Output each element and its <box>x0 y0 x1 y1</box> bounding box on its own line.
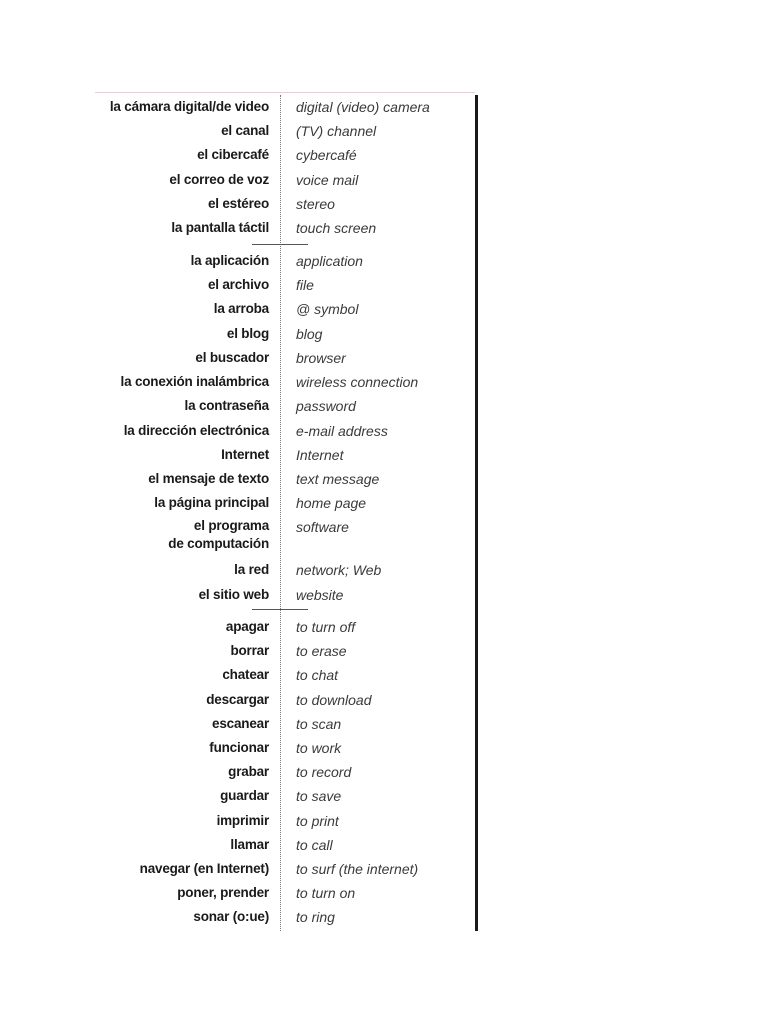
english-gloss: e-mail address <box>296 423 388 439</box>
spanish-term: la aplicación <box>190 253 269 268</box>
vocab-entry <box>95 145 475 169</box>
group-separator <box>252 609 308 610</box>
vocab-entry <box>95 907 475 931</box>
vocab-entry <box>95 641 475 665</box>
english-gloss: to call <box>296 837 333 853</box>
vocab-entry <box>95 493 475 517</box>
spanish-term: el canal <box>221 123 269 138</box>
spanish-term: Internet <box>221 447 269 462</box>
spanish-term: poner, prender <box>177 885 269 900</box>
english-gloss: to save <box>296 788 342 804</box>
english-gloss: file <box>296 277 314 293</box>
english-gloss: browser <box>296 350 346 366</box>
spanish-term: la cámara digital/de video <box>109 99 269 114</box>
english-gloss: blog <box>296 326 323 342</box>
spanish-term: la contraseña <box>184 398 269 413</box>
spanish-term: la pantalla táctil <box>171 220 269 235</box>
vocab-entry <box>95 738 475 762</box>
english-gloss: cybercafé <box>296 147 357 163</box>
vocab-entry <box>95 469 475 493</box>
spanish-term: el mensaje de texto <box>148 471 269 486</box>
english-gloss: digital (video) camera <box>296 99 430 115</box>
spanish-term-line: de computación <box>168 536 269 551</box>
spanish-term: la página principal <box>154 495 269 510</box>
english-gloss: @ symbol <box>296 301 359 317</box>
english-gloss: to turn off <box>296 619 356 635</box>
vocab-entry <box>95 617 475 641</box>
vocab-entry <box>95 251 475 275</box>
spanish-term: grabar <box>228 764 269 779</box>
vocab-entry <box>95 859 475 883</box>
spanish-term: el sitio web <box>198 587 269 602</box>
vocab-entry <box>95 665 475 689</box>
vocab-entry <box>95 218 475 242</box>
vocab-entry <box>95 690 475 714</box>
spanish-term <box>168 517 269 553</box>
vocab-entry <box>95 396 475 420</box>
vocab-entry <box>95 585 475 609</box>
spanish-term: el blog <box>226 326 269 341</box>
english-gloss: touch screen <box>296 220 377 236</box>
english-gloss: to scan <box>296 716 342 732</box>
english-gloss: home page <box>296 495 367 511</box>
spanish-term: la conexión inalámbrica <box>120 374 269 389</box>
vocab-entry <box>95 275 475 299</box>
right-border <box>475 95 478 931</box>
vocabulary-list <box>95 95 478 931</box>
spanish-term: la dirección electrónica <box>123 423 269 438</box>
vocab-entry <box>95 194 475 218</box>
vocab-entry <box>95 811 475 835</box>
spanish-term: la red <box>234 562 269 577</box>
vocab-entry <box>95 560 475 584</box>
english-gloss: to erase <box>296 643 347 659</box>
vocab-entry <box>95 835 475 859</box>
spanish-term: llamar <box>230 837 269 852</box>
english-gloss: software <box>296 519 349 535</box>
english-gloss: to download <box>296 692 372 708</box>
group-separator <box>252 244 308 245</box>
english-gloss: to surf (the internet) <box>296 861 419 877</box>
vocab-entry <box>95 348 475 372</box>
english-gloss: to work <box>296 740 342 756</box>
vocab-entry <box>95 372 475 396</box>
spanish-term: funcionar <box>209 740 269 755</box>
vocab-entry <box>95 762 475 786</box>
spanish-term: el cibercafé <box>197 147 269 162</box>
vocab-entry <box>95 121 475 145</box>
spanish-term: borrar <box>230 643 269 658</box>
vocab-entry <box>95 883 475 907</box>
english-gloss: to turn on <box>296 885 356 901</box>
english-gloss: to chat <box>296 667 339 683</box>
english-gloss: to ring <box>296 909 335 925</box>
vocab-entry <box>95 421 475 445</box>
spanish-term: imprimir <box>216 813 269 828</box>
english-gloss: stereo <box>296 196 335 212</box>
english-gloss: password <box>296 398 356 414</box>
english-gloss: network; Web <box>296 562 382 578</box>
spanish-term: el estéreo <box>207 196 269 211</box>
vocab-entry <box>95 97 475 121</box>
english-gloss: application <box>296 253 363 269</box>
english-gloss: text message <box>296 471 380 487</box>
vocab-entry <box>95 170 475 194</box>
spanish-term-line: el programa <box>193 518 269 533</box>
english-gloss: (TV) channel <box>296 123 377 139</box>
english-gloss: to print <box>296 813 339 829</box>
spanish-term: escanear <box>212 716 269 731</box>
vocab-entry <box>95 324 475 348</box>
spanish-term: guardar <box>220 788 269 803</box>
spanish-term: navegar (en Internet) <box>139 861 269 876</box>
spanish-term: el correo de voz <box>169 172 269 187</box>
english-gloss: Internet <box>296 447 344 463</box>
vocab-entry <box>95 714 475 738</box>
spanish-term: chatear <box>222 667 269 682</box>
top-rule <box>95 92 475 93</box>
spanish-term: el archivo <box>207 277 269 292</box>
vocab-entry <box>95 786 475 810</box>
vocab-entry <box>95 299 475 323</box>
spanish-term: la arroba <box>213 301 269 316</box>
english-gloss: wireless connection <box>296 374 419 390</box>
english-gloss: website <box>296 587 344 603</box>
spanish-term: sonar (o:ue) <box>193 909 269 924</box>
vocab-entry <box>95 445 475 469</box>
vocab-entry <box>95 517 475 559</box>
spanish-term: apagar <box>225 619 269 634</box>
english-gloss: to record <box>296 764 352 780</box>
spanish-term: descargar <box>206 692 269 707</box>
english-gloss: voice mail <box>296 172 359 188</box>
spanish-term: el buscador <box>195 350 269 365</box>
